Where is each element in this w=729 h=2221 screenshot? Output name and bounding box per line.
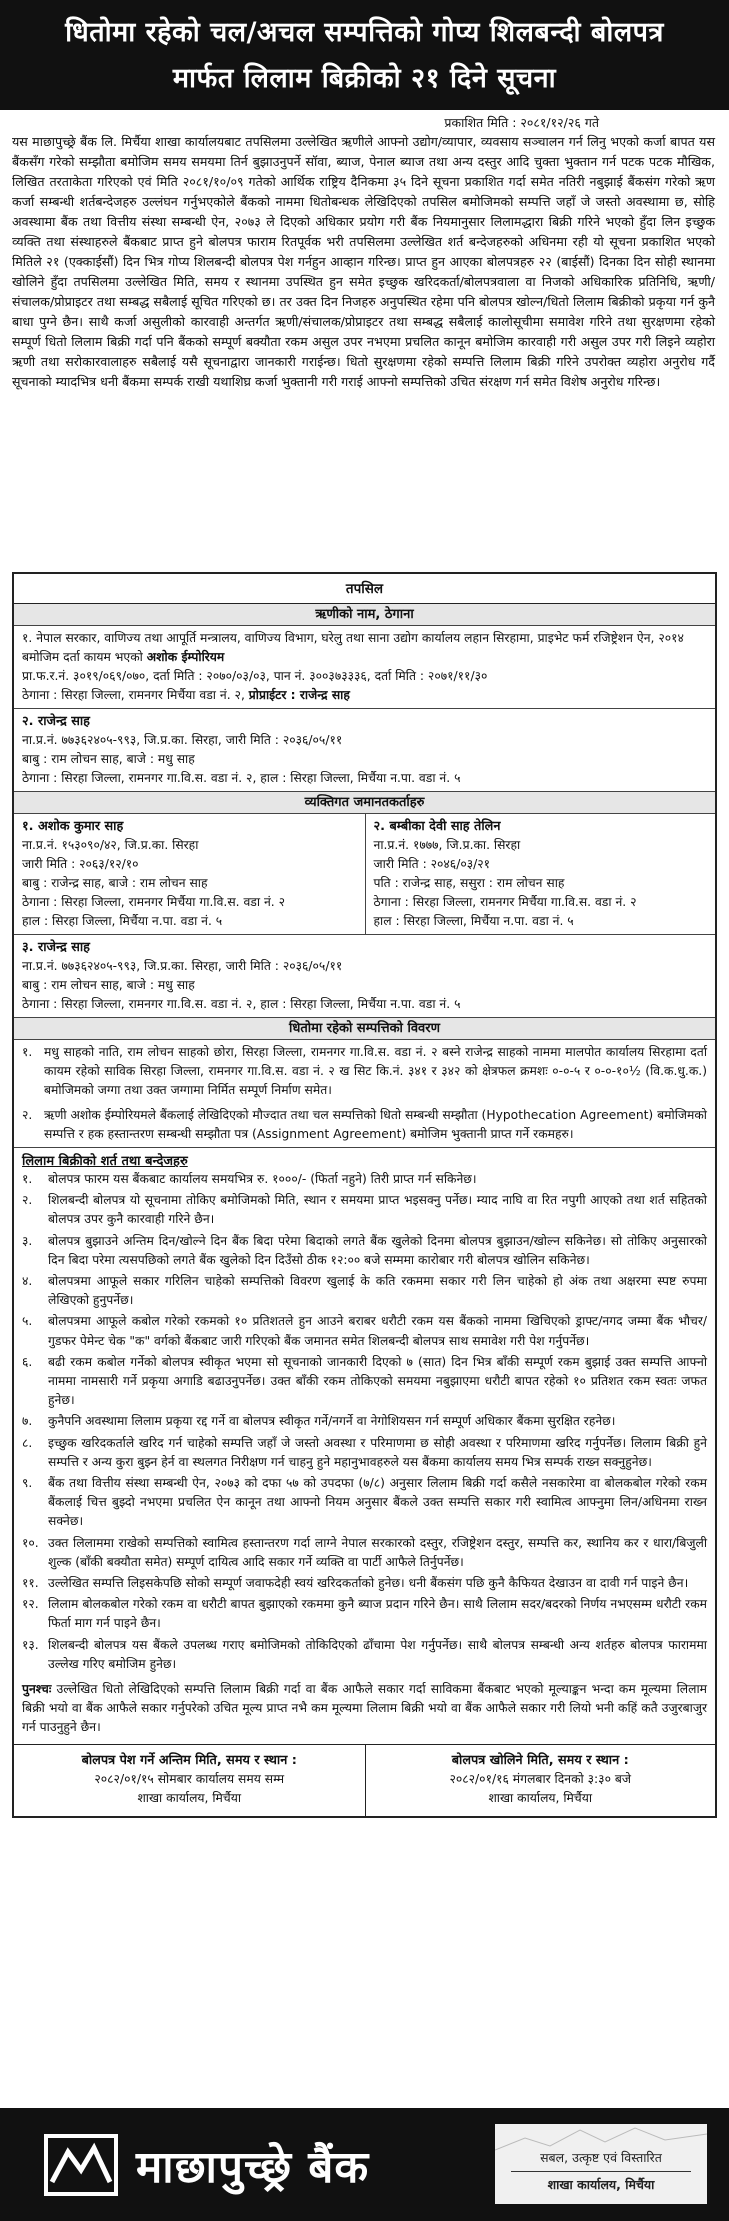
asset-item-number: १.: [22, 1045, 33, 1059]
term-number: १०.: [22, 1535, 39, 1550]
guarantor-1-line-4: ठेगाना : सिरहा जिल्ला, रामनगर मिर्चैया गा.वि.स. वडा नं. २: [22, 895, 286, 909]
submission-heading: बोलपत्र पेश गर्ने अन्तिम मिति, समय र स्थान :: [81, 1752, 297, 1768]
term-number: १३.: [22, 1637, 39, 1652]
postscript: [14, 1676, 715, 1745]
term-item: [14, 1353, 715, 1413]
term-text: शिलबन्दी बोलपत्र यस बैंकले उपलब्ध गराए बमोजिमको तोकिदिएको ढाँचामा पेश गर्नुपर्नेछ। साथै बोलपत्र सम्बन्धी अन्य शर्तहरु बोलपत्र फाराममा उल्लेख गरिए बमोजिम हुनेछ।: [48, 1637, 707, 1671]
guarantor-1-line-2: जारी मिति : २०६३/१२/१०: [22, 857, 139, 871]
term-text: बोलपत्रमा आफूले सकार गरिलिन चाहेको सम्पत्तिको विवरण खुलाई के कति रकममा सकार गरी लिन चाहेको हो अंक तथा अक्षरमा स्पष्ट रुपमा लेखिएको हुनुपर्नेछ।: [48, 1274, 707, 1308]
term-text: बैंक तथा वित्तीय संस्था सम्बन्धी ऐन, २०७३ को दफा ५७ को उपदफा (७/८) अनुसार लिलाम बिक्री गर्दा कसैले नसकारेमा वा बोलकबोल गरेको रकम बैंकलाई चित्त बुझ्दो नभएमा प्रचलित ऐन कानून तथा आफ्नो नियम अनुसार बैंकले उक्त सम्पत्ति सकार गरी स्वामित्व आफ्नुमा लिन/अधिनमा राख्न सक्नेछ।: [48, 1476, 707, 1529]
guarantor-3-name: ३. राजेन्द्र साह: [22, 940, 90, 955]
term-item: [14, 1574, 715, 1595]
guarantor-2-line-2: जारी मिति : २०४६/०३/२१: [373, 857, 491, 871]
guarantor-2-line-3: पति : राजेन्द्र साह, ससुरा : राम लोचन साह: [373, 876, 565, 890]
guarantor-3-line-3: ठेगाना : सिरहा जिल्ला, रामनगर गा.वि.स. वडा नं. २, हाल : सिरहा जिल्ला, मिर्चैया न.पा. वडा नं. ५: [22, 997, 461, 1011]
guarantor-1-line-1: ना.प्र.नं. १५३०९०/४२, जि.प्र.का. सिरहा: [22, 838, 199, 852]
branch-name: शाखा कार्यालय, मिर्चैया: [547, 2176, 655, 2192]
terms-heading: लिलाम बिक्रीको शर्त तथा बन्देजहरु: [22, 1154, 188, 1169]
term-number: ९.: [22, 1476, 33, 1491]
deadline-row: [14, 1745, 715, 1816]
term-number: ४.: [22, 1274, 33, 1289]
bank-tagline: सबल, उत्कृष्ट एवं विस्तारित: [540, 2149, 662, 2165]
guarantor-1-line-5: हाल : सिरहा जिल्ला, मिर्चैया न.पा. वडा नं. ५: [22, 914, 223, 928]
term-item: [14, 1534, 715, 1574]
term-text: बढी रकम कबोल गर्नेको बोलपत्र स्वीकृत भएमा सो सूचनाको जानकारी दिएको ७ (सात) दिन भित्र बाँकी सम्पूर्ण रकम बुझाई उक्त सम्पत्ति आफ्नो नाममा नामसारी गर्ने प्रकृया अगाडि बढाउनुपर्नेछ। उक्त बाँकी रकम तोकिएको समयमा नबुझाएमा धरौटी बापत रहेको १० प्रतिशत रकम स्वतः जफत हुनेछ।: [48, 1354, 707, 1408]
term-item: [14, 1191, 715, 1231]
notice-title: [0, 0, 729, 110]
term-item: [14, 1312, 715, 1352]
borrower-firm-name: अशोक ईम्पोरियम: [146, 650, 225, 664]
guarantor-2-name: २. बम्बीका देवी साह तेलिन: [373, 819, 501, 834]
borrower-2-line-2: बाबु : राम लोचन साह, बाजे : मधु साह: [22, 752, 195, 766]
asset-item-number: २.: [22, 1108, 33, 1122]
term-number: ५.: [22, 1314, 33, 1329]
term-text: कुनैपनि अवस्थामा लिलाम प्रकृया रद्द गर्ने वा बोलपत्र स्वीकृत गर्ने/नगर्ने वा नेगोशियसन गर्न सम्पूर्ण अधिकार बैंकमा सुरक्षित रहनेछ।: [48, 1414, 616, 1429]
guarantor-1: [14, 814, 365, 934]
intro-paragraph: [0, 130, 729, 572]
term-number: ११.: [22, 1576, 39, 1591]
terms-list: [14, 1170, 715, 1676]
term-item: [14, 1434, 715, 1474]
term-number: ७.: [22, 1414, 33, 1429]
postscript-label: पुनश्चः: [22, 1682, 52, 1697]
borrower-line-3: [22, 686, 707, 705]
submission-deadline: [14, 1745, 365, 1816]
term-item: [14, 1170, 715, 1191]
borrower-heading: ऋणीको नाम, ठेगाना: [14, 604, 715, 626]
term-item: [14, 1232, 715, 1272]
term-item: [14, 1412, 715, 1433]
asset-item: [14, 1103, 715, 1147]
term-text: इच्छुक खरिदकर्ताले खरिद गर्न चाहेको सम्पत्ति जहाँ जे जस्तो अवस्था र परिमाणमा छ सोही अवस्था र परिमाणमा खरिद गर्नुपर्नेछ। लिलाम बिक्री हुने सम्पत्ति र अन्य कुरा बुझ्न हेर्न वा स्थलगत निरीक्षण गर्न चाहनु हुने महानुभावहरुले यस बैंकमा कार्यालय समय भित्र सम्पर्क राख्न सक्नुहुनेछ।: [48, 1435, 707, 1469]
guarantor-2-line-4: ठेगाना : सिरहा जिल्ला, रामनगर मिर्चैया गा.वि.स. वडा नं. २: [373, 895, 637, 909]
term-item: [14, 1474, 715, 1534]
guarantor-2: [365, 814, 716, 934]
opening-schedule: [365, 1745, 716, 1816]
schedule-box: [12, 572, 717, 1818]
term-text: बोलपत्रमा आफूले कबोल गरेको रकमको १० प्रतिशतले हुन आउने बराबर धरौटी रकम यस बैंकको नाममा खिचिएको ड्राफ्ट/नगद जम्मा बैंक भौचर/गुडफर पेमेन्ट चेक "क" वर्गको बैंकबाट जारी गरिएको बैंक जमानत समेत शिलबन्दी बोलपत्र साथ समावेश गरी पेश गर्नुपर्नेछ।: [48, 1314, 707, 1348]
asset-heading: धितोमा रहेको सम्पत्तिको विवरण: [14, 1018, 715, 1040]
term-text: उल्लेखित सम्पत्ति लिइसकेपछि सोको सम्पूर्ण जवाफदेही स्वयं खरिदकर्ताको हुनेछ। धनी बैंकसंग पछि कुनै कैफियत देखाउन वा दावी गर्न पाइने छैन।: [48, 1576, 689, 1591]
asset-item-text: मधु साहको नाति, राम लोचन साहको छोरा, सिरहा जिल्ला, रामनगर गा.वि.स. वडा नं. २ बस्ने राजेन्द्र साहको नाममा मालपोत कार्यालय सिरहामा दर्ता कायम रहेको साविक सिरहा जिल्ला, रामनगर गा.वि.स. वडा नं. २ ख सिट कि.नं. ३४१ र ३४२ को क्षेत्रफल क्रमशः ०-०-५ र ०-०-१०½ (वि.क.धु.क.) बमोजिमको जग्गा तथा उक्त जग्गामा निर्मित सम्पूर्ण निर्माण समेत।: [44, 1045, 707, 1097]
title-line-1: धितोमा रहेको चल/अचल सम्पत्तिको गोप्य शिलबन्दी बोलपत्र: [65, 17, 664, 48]
borrower-proprietor: प्रोप्राईटर : राजेन्द्र साह: [248, 688, 350, 702]
guarantor-1-line-3: बाबु : राजेन्द्र साह, बाजे : राम लोचन साह: [22, 876, 208, 890]
bank-logo: [0, 2108, 460, 2221]
term-number: ६.: [22, 1354, 33, 1369]
tagline-box: [495, 2124, 707, 2204]
asset-item: [14, 1040, 715, 1103]
opening-date: २०८२/०१/१६ मंगलबार दिनको ३:३० बजे: [449, 1771, 632, 1786]
borrower-line-2: प्रा.फ.र.नं. ३०१९/०६९/०७०, दर्ता मिति : २०७०/०३/०३, पान नं. ३००३७३३३६, दर्ता मिति : २०७१/११/३०: [22, 669, 488, 683]
tagline-divider: [511, 2171, 691, 2172]
term-text: बोलपत्र बुझाउने अन्तिम दिन/खोल्ने दिन बैंक बिदा परेमा बिदाको लगते बैंक खुलेको दिनमा बोलपत्र बुझाउन/खोल्न सकिनेछ। सो तोकिए अनुसारको दिन बिदा परेमा त्यसपछिको लगते बैंक खुलेको दिन दिउँसो ठीक १२:०० बजे सम्ममा कारोबार गरी बोलपत्र खोलिन सकिनेछ।: [48, 1233, 707, 1267]
term-text: बोलपत्र फारम यस बैंकबाट कार्यालय समयभित्र रु. १०००/- (फिर्ता नहुने) तिरी प्राप्त गर्न सकिनेछ।: [48, 1172, 477, 1186]
guarantor-2-line-5: हाल : सिरहा जिल्ला, मिर्चैया न.पा. वडा नं. ५: [373, 914, 574, 928]
term-number: १.: [22, 1172, 33, 1186]
opening-place: शाखा कार्यालय, मिर्चैया: [488, 1790, 593, 1805]
publish-date: प्रकाशित मिति : २०८१/१२/२६ गते: [444, 115, 599, 130]
asset-list: [14, 1040, 715, 1148]
borrower-2-name: २. राजेन्द्र साह: [22, 714, 90, 729]
borrower-entry-2: [14, 709, 715, 792]
guarantor-3: [14, 935, 715, 1018]
postscript-text: उल्लेखित धितो लेखिदिएको सम्पत्ति लिलाम बिक्री गर्दा वा बैंक आफैले सकार गर्दा साविकमा बैंकबाट भएको मूल्याङ्कन भन्दा कम मूल्यमा लिलाम बिक्री भयो वा बैंक आफैले सकार गर्नुपरेको उचित मूल्य प्राप्त नभै कम मूल्यमा लिलाम बिक्री भयो वा बैंक आफैले सकार गरी लियो भनी कहिं कतै उजुरबाजुर गर्न पाउनुहुने छैन।: [22, 1682, 707, 1735]
term-item: [14, 1272, 715, 1312]
guarantor-3-line-2: बाबु : राम लोचन साह, बाजे : मधु साह: [22, 978, 195, 992]
opening-heading: बोलपत्र खोलिने मिति, समय र स्थान :: [451, 1752, 629, 1768]
asset-item-text: ऋणी अशोक ईम्पोरियमले बैंकलाई लेखिदिएको मौज्दात तथा चल सम्पत्तिको धितो सम्बन्धी सम्झौता (Hypothecation Agreement) बमोजिमको सम्पत्ति र हक हस्तान्तरण सम्बन्धी सम्झौता पत्र (Assignment Agreement) बमोजिम भुक्तानी प्राप्त गर्ने रकमहरु।: [44, 1108, 707, 1141]
guarantor-heading: व्यक्तिगत जमानतकर्ताहरु: [14, 792, 715, 814]
submission-date: २०८२/०१/१५ सोमबार कार्यालय समय सम्म: [94, 1771, 285, 1786]
bank-name: माछापुच्छ्रे बैंक: [136, 2141, 370, 2193]
bank-footer: [0, 2108, 729, 2221]
term-text: लिलाम बोलकबोल गरेको रकम वा धरौटी बापत बुझाएको रकममा कुनै ब्याज प्रदान गरिने छैन। साथै लिलाम सदर/बदरको निर्णय नभएसम्म धरौटी रकम फिर्ता माग गर्न पाइने छैन।: [48, 1597, 707, 1631]
intro-text: यस माछापुच्छ्रे बैंक लि. मिर्चैया शाखा कार्यालयबाट तपसिलमा उल्लेखित ऋणीले आफ्नो उद्योग/व्यापार, व्यवसाय सञ्चालन गर्न लिनु भएको कर्जा बापत यस बैंकसँग गरेको सम्झौता बमोजिम समय समयमा तिर्न बुझाउनुपर्ने सॉवा, ब्याज, पेनाल ब्याज तथा अन्य दस्तुर आदि चुक्ता भुक्तान गर्न पटक पटक मौखिक, लिखित तरताकेता गरिएको एवं मिति २०८१/१०/०९ गतेको आर्थिक राष्ट्रिय दैनिकमा ३५ दिने सूचना प्रकाशित गर्दा समेत नतिरी नबुझाई बैंकसंग गरेको ऋण कर्जा सम्बन्धी शर्तबन्देजहरु उल्लंघन गर्नुभएकोले बैंकको नाममा धितोबन्धक लेखिदिएको तपसिल बमोजिमको सम्पत्ति जहाँ जे जस्तो अवस्थामा छ, सोहि अवस्थामा बैंक तथा वित्तीय संस्था सम्बन्धी ऐन, २०७३ ले दिएको अधिकार प्रयोग गरी बैंक नियमानुसार लिलामद्धारा बिक्री गरिने भएको हुँदा लिन इच्छुक व्यक्ति तथा संस्थाहरुले बैंकबाट प्राप्त हुने बोलपत्र फाराम रितपूर्वक भरी तपसिलमा उल्लेखित शर्त बन्देजहरुको अधिनमा रही यो सूचना प्रकाशित भएको मितिले २१ (एक्काईसौं) दिन भित्र गोप्य शिलबन्दी बोलपत्र पेश गर्नहुन आव्हान गरिन्छ। प्राप्त हुन आएका बोलपत्रहरु २२ (बाईसौं) दिनका दिन सोही स्थानमा खोलिने हुँदा तपसिलमा उल्लेखित मिति, समय र स्थानमा उपस्थित हुन समेत इच्छुक खरिदकर्ता/बोलपत्रवाला वा निजको अधिकारिक प्रतिनिधि, ऋणी/संचालक/प्रोप्राइटर तथा सम्बद्ध सबैलाई सूचित गरिएको छ। तर उक्त दिन निजहरु अनुपस्थित रहेमा पनि बोलपत्र खोल्न/धितो लिलाम बिक्रीको प्रकृया गर्न कुनै बाधा पुग्ने छैन। साथै कर्जा असुलीको कारवाही अन्तर्गत ऋणी/संचालक/प्रोप्राइटर तथा सम्बद्ध सबैलाई कालोसूचीमा समावेश गरिने तथा सुरक्षणमा रहेको सम्पूर्ण धितो लिलाम बिक्री गर्दा पनि बैंकको सम्पूर्ण बक्यौता रकम असुल उपर नभएमा प्रचलित कानून बमोजिम कारवाही गरी असुल उपर गरी लिइने व्यहोरा ऋणी तथा सरोकारवालाहरु सबैलाई यसै सूचनाद्वारा जानकारी गराईन्छ। धितो सुरक्षणमा रहेको सम्पत्ति लिलाम बिक्री गरिने उपरोक्त व्यहोरा अनुरोध गर्दै सूचनाको म्यादभित्र धनी बैंकमा सम्पर्क राखी यथाशिघ्र कर्जा भुक्तानी गरी गराई आफ्नो सम्पत्तिको उचित संरक्षण गर्न समेत विशेष अनुरोध गरिन्छ।: [12, 134, 715, 389]
mountain-outline-icon: [495, 2124, 707, 2154]
term-number: ३.: [22, 1233, 33, 1248]
term-number: २.: [22, 1193, 33, 1208]
term-text: उक्त लिलाममा राखेको सम्पत्तिको स्वामित्व हस्तान्तरण गर्दा लाग्ने नेपाल सरकारको दस्तुर, रजिष्ट्रेशन दस्तुर, सम्पत्ति कर, स्थानिय कर र धारा/बिजुली शुल्क (बाँकी बक्यौता समेत) सम्पूर्ण दायित्व आदि सकार गर्ने व्यक्ति वा पार्टी आफैले तिर्नुपर्नेछ।: [48, 1535, 707, 1569]
borrower-line-1-text: १. नेपाल सरकार, वाणिज्य तथा आपूर्ति मन्त्रालय, वाणिज्य विभाग, घरेलु तथा साना उद्योग कार्यालय लहान सिरहामा, प्राइभेट फर्म रजिष्ट्रेशन ऐन, २०१४ बमोजिम दर्ता कायम भएको: [22, 631, 684, 664]
term-item: [14, 1595, 715, 1635]
borrower-2-line-3: ठेगाना : सिरहा जिल्ला, रामनगर गा.वि.स. वडा नं. २, हाल : सिरहा जिल्ला, मिर्चैया न.पा. वडा नं. ५: [22, 771, 461, 785]
mountain-logo-icon: [44, 2134, 118, 2196]
borrower-line-1: [22, 629, 707, 667]
schedule-title: तपसिल: [14, 574, 715, 604]
term-number: ८.: [22, 1435, 33, 1450]
guarantor-1-name: १. अशोक कुमार साह: [22, 819, 124, 834]
borrower-entry-1: [14, 626, 715, 709]
submission-place: शाखा कार्यालय, मिर्चैया: [137, 1790, 242, 1805]
term-number: १२.: [22, 1597, 39, 1612]
guarantor-row: [14, 814, 715, 935]
term-item: [14, 1636, 715, 1676]
borrower-2-line-1: ना.प्र.नं. ७७३६२४०५-९९३, जि.प्र.का. सिरहा, जारी मिति : २०३६/०५/११: [22, 733, 343, 747]
term-text: शिलबन्दी बोलपत्र यो सूचनामा तोकिए बमोजिमको मिति, स्थान र समयमा प्राप्त भइसक्नु पर्नेछ। म्याद नाघि वा रित नपुगी आएको तथा शर्त सहितको बोलपत्र उपर कुनै कारवाही गरिने छैन।: [48, 1193, 707, 1227]
guarantor-3-line-1: ना.प्र.नं. ७७३६२४०५-९९३, जि.प्र.का. सिरहा, जारी मिति : २०३६/०५/११: [22, 959, 343, 973]
title-line-2: मार्फत लिलाम बिक्रीको २१ दिने सूचना: [172, 63, 557, 94]
borrower-address: ठेगाना : सिरहा जिल्ला, रामनगर मिर्चैया वडा नं. २,: [22, 688, 249, 702]
guarantor-2-line-1: ना.प्र.नं. १७७७, जि.प्र.का. सिरहा: [373, 838, 521, 852]
